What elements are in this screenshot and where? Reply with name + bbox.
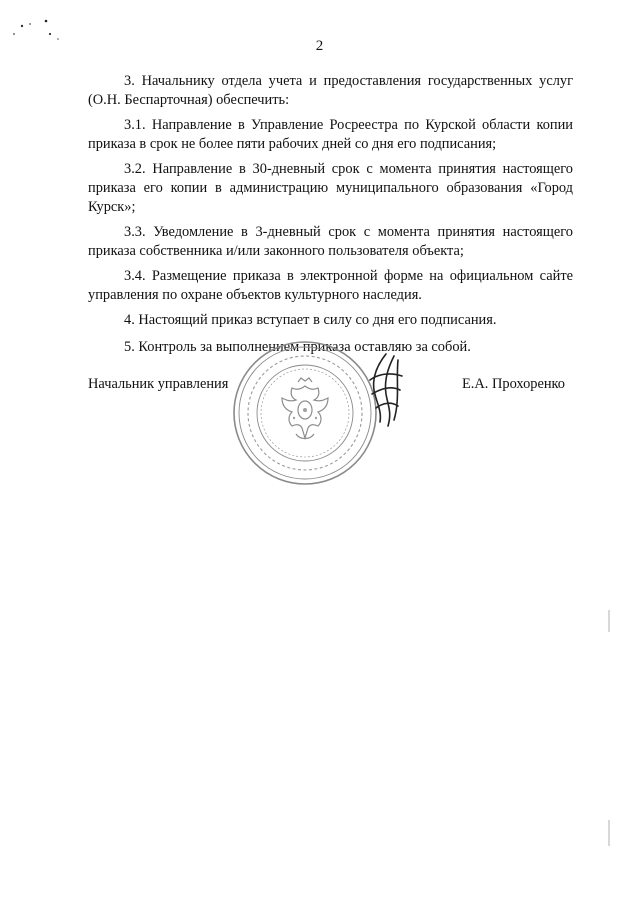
paragraph-5: 5. Контроль за выполнением приказа оставляю за собой.: [124, 339, 471, 355]
paragraph-4: 4. Настоящий приказ вступает в силу со дня его подписания.: [124, 312, 497, 328]
signature-block: [88, 370, 573, 480]
paragraph-3-4: 3.4. Размещение приказа в электронной форме на официальном сайте управления по охране объектов культурного наследия.: [88, 268, 573, 303]
paragraph-3-3: 3.3. Уведомление в 3-дневный срок с момента принятия настоящего приказа собственника и/или законного пользователя объекта;: [88, 224, 573, 259]
paragraph-3-2: 3.2. Направление в 30-дневный срок с момента принятия настоящего приказа его копии в администрацию муниципального образования «Город Курск»;: [88, 161, 573, 215]
paragraph-3: 3. Начальнику отдела учета и предоставления государственных услуг (О.Н. Беспарточная) обеспечить:: [88, 73, 573, 108]
scan-edge-mark: [608, 820, 610, 846]
document-body: [88, 72, 573, 365]
signatory-name: Е.А. Прохоренко: [462, 376, 565, 392]
signatory-title: Начальник управления: [88, 376, 229, 392]
paragraph-3-1: 3.1. Направление в Управление Росреестра по Курской области копии приказа в срок не более пяти рабочих дней со дня его подписания;: [88, 117, 573, 152]
scan-edge-mark: [608, 610, 610, 632]
handwritten-signature-icon: [358, 350, 408, 440]
page-number: 2: [315, 38, 324, 54]
